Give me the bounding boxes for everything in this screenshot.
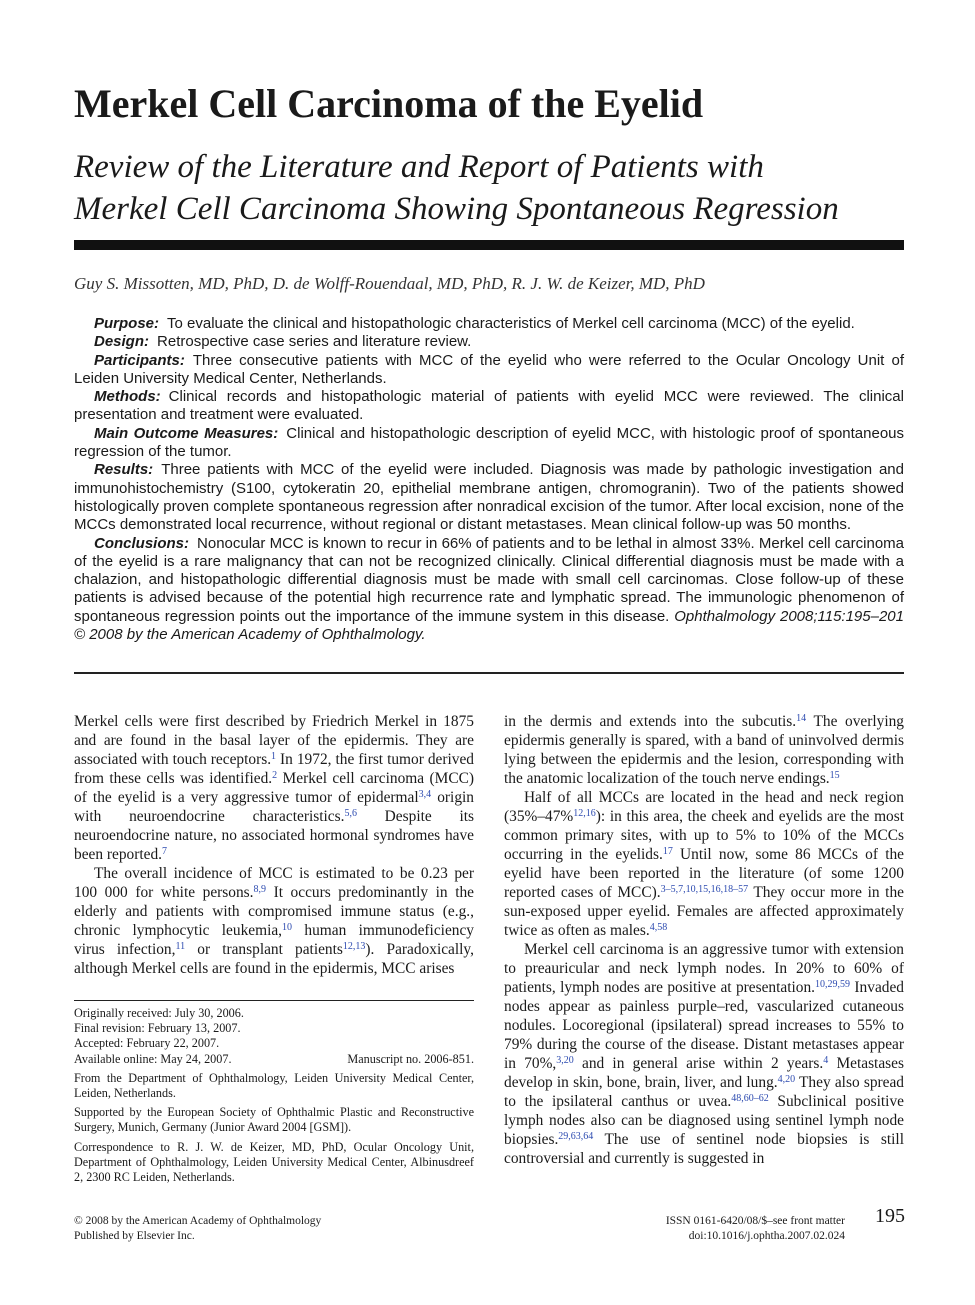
body-paragraph: Merkel cells were first described by Friedrich Merkel in 1875 and are found in the basal layer of the epidermis. They are associated with touch receptors.$^1$ In 1972, the first tumor derived from these cells was identified.$^2$ Merkel cell carcinoma (MCC) of the eyelid is a very aggressive tumor of epidermal$^{3,4}$ origin with neuroendocrine characteristics.$^{5,6}$ Despite its neuroendocrine nature, no associated hormonal syndromes have been reported.$^7$ [74, 713, 474, 863]
abstract-design [74, 333, 904, 351]
citation-reference[interactable]: 4,58 [649, 922, 668, 933]
citation-reference[interactable]: 29,63,64 [558, 1131, 594, 1142]
footnote-divider [74, 1000, 474, 1001]
citation-reference[interactable]: 1 [271, 751, 277, 762]
participants-text: Three consecutive patients with MCC of the eyelid who were referred to the Ocular Oncology Unit of Leiden University Medical Center, Netherlands. [74, 351, 904, 387]
copyright: © 2008 by the American Academy of Ophthalmology [74, 1215, 322, 1227]
body-paragraph: in the dermis and extends into the subcutis.$^{14}$ The overlying epidermis generally is spared, with a band of uninvolved dermis lying between the epidermis and the lesion, corresponding with the anatomic localization of the touch nerve endings.$^{15}$ [504, 713, 904, 787]
participants-label: Participants: [94, 351, 185, 369]
citation-reference[interactable]: 12,13 [342, 941, 366, 952]
body-column-right [504, 712, 904, 1168]
citation: Ophthalmology 2008;115:195–201 © 2008 by the American Academy of Ophthalmology. [74, 607, 904, 644]
accepted-date: Accepted: February 22, 2007. [74, 1036, 220, 1051]
citation-reference[interactable]: 4 [823, 1055, 829, 1066]
correspondence-note: Correspondence to R. J. W. de Keizer, MD, PhD, Ocular Oncology Unit, Department of Ophthalmology, Leiden University Medical Center, Albinusdreef 2, 2300 RC Leiden, Netherlands. [74, 1139, 474, 1185]
publisher: Published by Elsevier Inc. [74, 1230, 195, 1242]
article-footnotes [74, 1006, 474, 1185]
purpose-label: Purpose: [94, 315, 160, 332]
citation-reference[interactable]: 4,20 [777, 1074, 796, 1085]
design-text: Retrospective case series and literature review. [157, 333, 472, 351]
issn: ISSN 0161-6420/08/$–see front matter [665, 1215, 845, 1227]
department-note: From the Department of Ophthalmology, Leiden University Medical Center, Leiden, Netherlands. [74, 1070, 474, 1101]
subtitle-line-1: Review of the Literature and Report of Patients with [74, 149, 764, 185]
abstract-purpose [74, 315, 904, 333]
citation-reference[interactable]: 5,6 [344, 808, 357, 819]
abstract-results [74, 461, 904, 534]
abstract-conclusions [74, 535, 904, 645]
body-paragraph: The overall incidence of MCC is estimated to be 0.23 per 100 000 for white persons.$^{8,9}$ It occurs predominantly in the elderly and patients with compromised immune status (e.g., chronic lymphocytic leukemia,$^{10}$ human immunodeficiency virus infection,$^{11}$ or transplant patients$^{12,13}$). Paradoxically, although Merkel cells are found in the epidermis, MCC arises [74, 865, 474, 977]
abstract-participants [74, 352, 904, 389]
title-divider [74, 240, 904, 250]
citation-reference[interactable]: 3,4 [418, 789, 432, 800]
methods-text: Clinical records and histopathologic material of patients with eyelid MCC were reviewed. The clinical presentation and treatment were evaluated. [74, 388, 904, 424]
citation-reference[interactable]: 11 [175, 941, 186, 952]
body-column-left [74, 712, 474, 978]
citation-reference[interactable]: 15 [829, 770, 840, 781]
citation-reference[interactable]: 12,16 [573, 808, 596, 819]
received-date: Originally received: July 30, 2006. [74, 1006, 244, 1020]
manuscript-number: Manuscript no. 2006-851. [347, 1051, 474, 1066]
methods-label: Methods: [94, 388, 161, 406]
article-subtitle [74, 146, 914, 230]
online-date: Available online: May 24, 2007. [74, 1051, 232, 1066]
citation-reference[interactable]: 7 [162, 846, 168, 857]
conclusions-text: Nonocular MCC is known to recur in 66% of patients and to be lethal in almost 33%. Merkel cell carcinoma of the eyelid is a rare malignancy that can not be recognized clinically. Clinical differential diagnosis must be made with a chalazion, and histopathologic differential diagnosis must be made with small cell carcinomas. Close follow-up of these patients is advised because of the potential high recurrence rate and lymphatic spread. The immunologic phenomenon of spontaneous regression points out the importance of the immune system in this disease. [74, 534, 904, 625]
citation-reference[interactable]: 10 [282, 922, 293, 933]
subtitle-line-2: Merkel Cell Carcinoma Showing Spontaneous Regression [74, 191, 839, 227]
body-paragraph: Half of all MCCs are located in the head and neck region (35%–47%$^{12,16}$): in this area, the cheek and eyelids are the most common primary sites, with up to 5% to 10% of the MCCs occurring in the eyelids.$^{17}$ Until now, some 86 MCCs of the eyelid have been reported in the literature (of some 1200 reported cases of MCC).$^{3-5,7,10,15,16,18-57}$ They occur more in the sun-exposed upper eyelid. Females are affected approximately twice as often as males.$^{4,58}$ [504, 789, 904, 939]
purpose-text: To evaluate the clinical and histopathologic characteristics of Merkel cell carcinoma (MCC) of the eyelid. [167, 315, 855, 332]
outcome-label: Main Outcome Measures: [94, 424, 279, 442]
footer-right [600, 1214, 845, 1244]
conclusions-label: Conclusions: [94, 534, 190, 552]
footer-left [74, 1214, 454, 1244]
outcome-text: Clinical and histopathologic description of eyelid MCC, with histologic proof of spontaneous regression of the tumor. [74, 424, 905, 461]
body-paragraph: Merkel cell carcinoma is an aggressive tumor with extension to preauricular and neck lymph nodes. In 20% to 60% of patients, lymph nodes are positive at presentation.$^{10,29,59}$ Invaded nodes appear as painless purple–red, vascularized cutaneous nodules. Locoregional (ipsilateral) spread increases to 55% to 79% during the course of the disease. Distant metastases appear in 70%,$^{3,20}$ and in general arise within 2 years.$^4$ Metastases develop in skin, bone, brain, liver, and lung.$^{4,20}$ They also spread to the ipsilateral canthus or uvea.$^{48,60-62}$ Subclinical positive lymph nodes also can be diagnosed using sentinel lymph node biopsies.$^{29,63,64}$ The use of sentinel node biopsies is still controversial and currently is suggested in [504, 941, 904, 1167]
revision-date: Final revision: February 13, 2007. [74, 1021, 241, 1036]
design-label: Design: [94, 333, 150, 351]
abstract-methods [74, 388, 904, 425]
online-manuscript-row [74, 1052, 474, 1067]
citation-reference[interactable]: 17 [662, 846, 673, 857]
abstract-divider [74, 672, 904, 674]
citation-reference[interactable]: 3,20 [556, 1055, 574, 1066]
abstract [74, 315, 904, 644]
citation-reference[interactable]: 3–5,7,10,15,16,18–57 [660, 884, 749, 895]
citation-reference[interactable]: 8,9 [253, 884, 266, 895]
citation-reference[interactable]: 14 [796, 713, 807, 724]
citation-reference[interactable]: 48,60–62 [731, 1093, 769, 1104]
article-title: Merkel Cell Carcinoma of the Eyelid [74, 81, 704, 126]
funding-note: Supported by the European Society of Ophthalmic Plastic and Reconstructive Surgery, Munich, Germany (Junior Award 2004 [GSM]). [74, 1105, 474, 1135]
results-label: Results: [94, 461, 154, 479]
page-number: 195 [875, 1205, 905, 1227]
citation-reference[interactable]: 2 [272, 770, 278, 781]
abstract-outcome [74, 425, 904, 462]
doi: doi:10.1016/j.ophtha.2007.02.024 [688, 1230, 845, 1242]
author-list: Guy S. Missotten, MD, PhD, D. de Wolff-Rouendaal, MD, PhD, R. J. W. de Keizer, MD, PhD [74, 274, 705, 293]
results-text: Three patients with MCC of the eyelid were included. Diagnosis was made by pathologic investigation and immunohistochemistry (S100, cytokeratin 20, epithelial membrane antigen, chromogranin). Two of the patients showed histologically proven complete spontaneous regression after nonradical excision of the tumor. After local excision, none of the MCCs demonstrated local recurrence, without regional or distant metastases. Mean clinical follow-up was 50 months. [74, 461, 904, 534]
citation-reference[interactable]: 10,29,59 [815, 979, 851, 990]
